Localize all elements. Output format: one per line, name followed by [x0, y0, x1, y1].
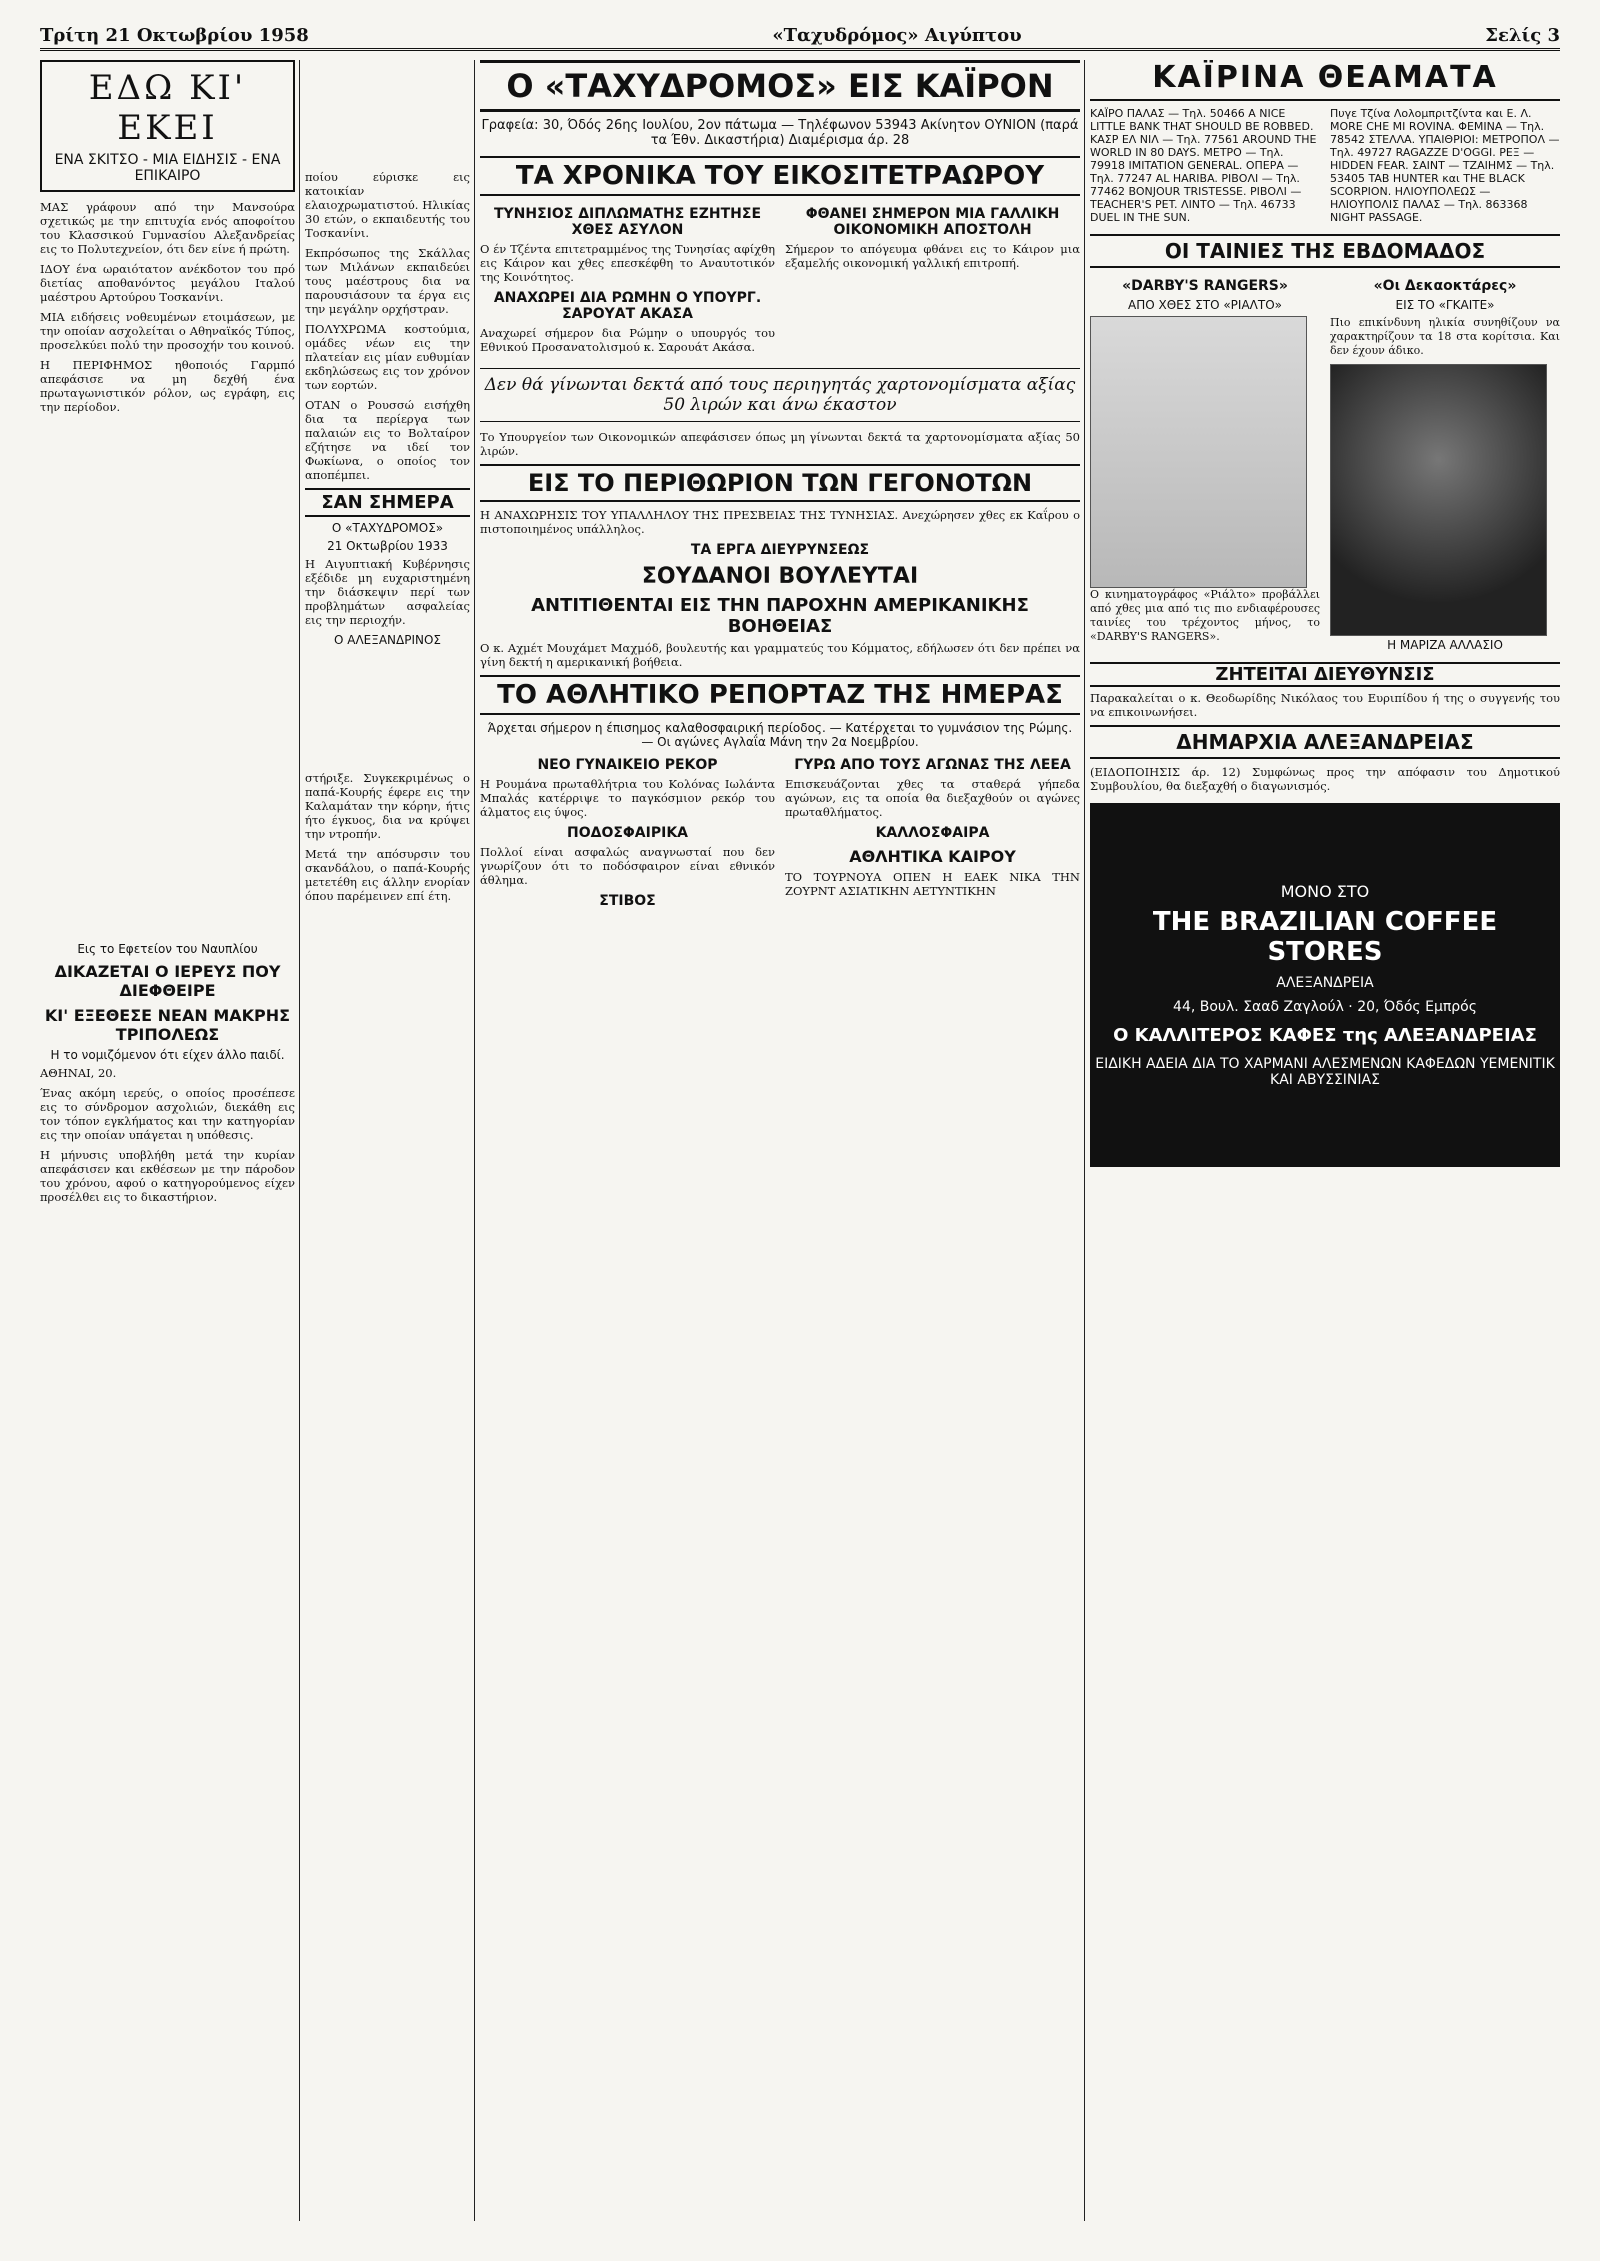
film-photo: [1090, 316, 1307, 588]
news-paragraph: Ο κ. Αχμέτ Μουχάμετ Μαχμόδ, βουλευτής και γραμματεύς του Κόμματος, εδήλωσεν ότι δεν πρέπει να γίνη δεκτή η αμερικανική βοήθεια.: [480, 641, 1080, 669]
notice-title: ΖΗΤΕΙΤΑΙ ΔΙΕΥΘΥΝΣΙΣ: [1090, 662, 1560, 687]
news-paragraph: Το Υπουργείον των Οικονομικών απεφάσισεν όπως μη γίνωνται δεκτά τα χαρτονομίσματα αξίας 50 λιρών.: [480, 430, 1080, 458]
article-headline: ΔΙΚΑΖΕΤΑΙ Ο ΙΕΡΕΥΣ ΠΟΥ ΔΙΕΦΘΕΙΡΕ: [54, 962, 281, 1000]
photo-caption: Η ΜΑΡΙΖΑ ΑΛΛΑΣΙΟ: [1387, 638, 1503, 652]
header-page: Σελίς 3: [1485, 24, 1560, 46]
article-paragraph: στήριξε. Συγκεκριμένως ο παπά-Κουρής έφερε εις την Καλαμάταν την κόρην, ήτις ήτο έγκυος, δια να κρύψει την ντροπήν.: [305, 771, 470, 841]
film-venue: ΑΠΟ ΧΘΕΣ ΣΤΟ «ΡΙΑΛΤΟ»: [1128, 298, 1282, 312]
news-paragraph: Ο έν Τζέντα επιτετραμμένος της Τυνησίας αφίχθη εις Κάιρον και χθες επεσκέφθη το Αναυτοτικόν της Κοινότητος.: [480, 242, 775, 284]
film-venue: ΕΙΣ ΤΟ «ΓΚΑΙΤΕ»: [1395, 298, 1495, 312]
news-paragraph: Αναχωρεί σήμερον δια Ρώμην ο υπουργός του Εθνικού Προσανατολισμού κ. Σαρουάτ Ακάσα.: [480, 326, 775, 354]
news-headline: ΣΟΥΔΑΝΟΙ ΒΟΥΛΕΥΤΑΙ: [641, 564, 919, 589]
column-right: [1090, 60, 1560, 2221]
sport-dek: Άρχεται σήμερον η έπισημος καλαθοσφαιρική περίοδος. — Κατέρχεται το γυμνάσιον της Ρώμης. — Οι αγώνες Αγλαΐα Μάνη την 2α Νοεμβρίου.: [487, 721, 1073, 749]
ad-address: 44, Βουλ. Σααδ Ζαγλούλ · 20, Όδός Εμπρός: [1173, 999, 1477, 1015]
article-paragraph: ΙΔΟΥ ένα ωραιότατον ανέκδοτον του πρό διετίας αποθανόντος μεγάλου Ιταλού μαέστρου Αρτούρου Τοσκανίνι.: [40, 262, 295, 304]
today-sub: Ο «ΤΑΧΥΔΡΟΜΟΣ»: [331, 521, 444, 535]
film-title: «Οι Δεκαοκτάρες»: [1373, 278, 1517, 294]
masthead: Ο «ΤΑΧΥΔΡΟΜΟΣ» ΕΙΣ ΚΑΪΡΟΝ: [480, 60, 1080, 112]
article-paragraph: ΟΤΑΝ ο Ρουσσώ εισήχθη δια τα περίεργα των παλαιών εις το Βολταίρον εζήτησε να ιδεί τον Φωκίωνα, ο οποίος τον αποπέμπει.: [305, 398, 470, 482]
section-title: ΔΗΜΑΡΧΙΑ ΑΛΕΞΑΝΔΡΕΙΑΣ: [1090, 725, 1560, 759]
article-paragraph: ΜΑΣ γράφουν από την Μανσούρα σχετικώς με την επιτυχία ενός αποφοίτου του Κλασσικού Γυμνασίου Αλεξανδρείας εις το Πολυτεχνείον, ότι δεν είνε ή πρώτη.: [40, 200, 295, 256]
ad-intro: ΜΟΝΟ ΣΤΟ: [1280, 882, 1370, 901]
news-headline: ΤΥΝΗΣΙΟΣ ΔΙΠΛΩΜΑΤΗΣ ΕΖΗΤΗΣΕ ΧΘΕΣ ΑΣΥΛΟΝ: [493, 206, 762, 238]
text-spacer: [305, 651, 470, 771]
section-title: ΕΔΩ ΚΙ' ΕΚΕΙ: [88, 68, 247, 148]
sport-headline: ΑΘΛΗΤΙΚΑ ΚΑΙΡΟΥ: [849, 847, 1016, 866]
sport-paragraph: Η Ρουμάνα πρωταθλήτρια του Κολόνας Ιωλάντα Μπαλάς κατέρριψε το παγκόσμιον ρεκόρ του άλματος εις ύψος.: [480, 777, 775, 819]
section-subtitle: ΕΝΑ ΣΚΙΤΣΟ - ΜΙΑ ΕΙΔΗΣΙΣ - ΕΝΑ ΕΠΙΚΑΙΡΟ: [54, 152, 281, 184]
article-paragraph: Ένας ακόμη ιερεύς, ο οποίος προσέπεσε εις το σύνδρομον ασχολιών, διεκάθη εις τον τόπον εγκλήματος και την κατηγορίαν εις την οποίαν υπάγεται η υπόθεσις.: [40, 1086, 295, 1142]
column-rule: [299, 60, 300, 2221]
today-text: Η Αιγυπτιακή Κυβέρνησις εξέδιδε μη ευχαριστημένη την διάσκεψιν περί των προβλημάτων ασφαλείας εις την περιοχήν.: [305, 557, 470, 627]
sport-paragraph: ΤΟ ΤΟΥΡΝΟΥΑ ΟΠΕΝ Η ΕΑΕΚ ΝΙΚΑ ΤΗΝ ΖΟΥΡΝΤ ΑΣΙΑΤΙΚΗΝ ΑΕΤΥΝΤΙΚΗΝ: [785, 870, 1080, 898]
sport-headline: ΚΑΛΛΟΣΦΑΙΡΑ: [875, 825, 990, 841]
news-headline: ΑΝΤΙΤΙΘΕΝΤΑΙ ΕΙΣ ΤΗΝ ΠΑΡΟΧΗΝ ΑΜΕΡΙΚΑΝΙΚΗΣ ΒΟΗΘΕΙΑΣ: [531, 595, 1029, 637]
article-paragraph: ΠΟΛΥΧΡΩΜΑ κοστούμια, ομάδες νέων εις την πλατείαν εις μίαν ευθυμίαν εκδηλώσεως εις τον χρόνον των εορτών.: [305, 322, 470, 392]
today-date: 21 Οκτωβρίου 1933: [327, 539, 448, 553]
news-feature-headline: Δεν θά γίνωνται δεκτά από τους περιηγητάς χαρτονομίσματα αξίας 50 λιρών και άνω έκαστον: [480, 368, 1080, 422]
article-paragraph: ΜΙΑ ειδήσεις νοθευμένων ετοιμάσεων, με την οποίαν ασχολείται ο Αθηναϊκός Τύπος, προσελκύει πολύ την προσοχήν του κοινού.: [40, 310, 295, 352]
article-kicker: Εις το Εφετείον του Ναυπλίου: [77, 942, 258, 956]
notice-text: Παρακαλείται ο κ. Θεοδωρίδης Νικόλαος του Ευριπίδου ή της ο συγγενής του να επικοινωνήσει.: [1090, 691, 1560, 719]
article-headline: ΚΙ' ΕΞΕΘΕΣΕ ΝΕΑΝ ΜΑΚΡΗΣ ΤΡΙΠΟΛΕΩΣ: [44, 1006, 291, 1044]
column-rule: [1084, 60, 1085, 2221]
sport-headline: ΣΤΙΒΟΣ: [599, 893, 656, 909]
text-spacer: [40, 420, 295, 940]
today-heading: ΣΑΝ ΣΗΜΕΡΑ: [305, 488, 470, 517]
today-sign: Ο ΑΛΕΞΑΝΔΡΙΝΟΣ: [333, 633, 441, 647]
sport-headline: ΠΟΔΟΣΦΑΙΡΙΚΑ: [566, 825, 689, 841]
news-paragraph: Σήμερον το απόγευμα φθάνει εις το Κάιρον μια εξαμελής οικονομική γαλλική επιτροπή.: [785, 242, 1080, 270]
sport-headline: ΓΥΡΩ ΑΠΟ ΤΟΥΣ ΑΓΩΝΑΣ ΤΗΣ ΛΕΕΑ: [794, 757, 1071, 773]
header-paper: «Ταχυδρόμος» Αιγύπτου: [772, 24, 1022, 46]
sport-paragraph: Πολλοί είναι ασφαλώς αναγνωσταί που δεν γνωρίζουν ότι το ποδόσφαιρον είναι εθνικόν άθλημα.: [480, 845, 775, 887]
page-header: [40, 22, 1560, 51]
notice-text: (ΕΙΔΟΠΟΙΗΣΙΣ άρ. 12) Συμφώνως προς την απόφασιν του Δημοτικού Συμβουλίου, θα διεξαχθή ο διαγωνισμός.: [1090, 765, 1560, 793]
article-paragraph: Μετά την απόσυρσιν του σκανδάλου, ο παπά-Κουρής μετετέθη εις άλλην ενορίαν όπου παρέμεινεν επί έτη.: [305, 847, 470, 903]
column-center: [480, 60, 1080, 2221]
column-left: [40, 60, 295, 2221]
actress-photo: [1330, 364, 1547, 636]
news-paragraph: Η ΑΝΑΧΩΡΗΣΙΣ ΤΟΥ ΥΠΑΛΛΗΛΟΥ ΤΗΣ ΠΡΕΣΒΕΙΑΣ ΤΗΣ ΤΥΝΗΣΙΑΣ. Ανεχώρησεν χθες εκ Καΐρου ο πιστοποιημένος υπάλληλος.: [480, 508, 1080, 536]
sport-headline: ΝΕΟ ΓΥΝΑΙΚΕΙΟ ΡΕΚΟΡ: [537, 757, 718, 773]
section-title: ΤΟ ΑΘΛΗΤΙΚΟ ΡΕΠΟΡΤΑΖ ΤΗΣ ΗΜΕΡΑΣ: [480, 675, 1080, 715]
cinema-listings: ΚΑΪΡΟ ΠΑΛΑΣ — Τηλ. 50466 A NICE LITTLE BANK THAT SHOULD BE ROBBED. ΚΑΣΡ ΕΛ ΝΙΛ — Τηλ. 77561 AROUND THE WORLD IN 80 DAYS. ΜΕΤΡΟ — Τηλ. 79918 IMITATION GENERAL. ΟΠΕΡΑ — Τηλ. 77247 AL HARIBA. ΡΙΒΟΛΙ — Τηλ. 77462 BONJOUR TRISTESSE. ΡΙΒΟΛΙ — TEACHER'S PET. ΛΙΝΤΟ — Τηλ. 46733 DUEL IN THE SUN.: [1090, 107, 1317, 224]
news-headline: ΑΝΑΧΩΡΕΙ ΔΙΑ ΡΩΜΗΝ Ο ΥΠΟΥΡΓ. ΣΑΡΟΥΑΤ ΑΚΑΣΑ: [493, 290, 762, 322]
section-title: ΕΙΣ ΤΟ ΠΕΡΙΘΩΡΙΟΝ ΤΩΝ ΓΕΓΟΝΟΤΩΝ: [480, 464, 1080, 502]
section-title: ΤΑ ΧΡΟΝΙΚΑ ΤΟΥ ΕΙΚΟΣΙΤΕΤΡΑΩΡΟΥ: [480, 156, 1080, 196]
film-review: Πιο επικίνδυνη ηλικία συνηθίζουν να χαρακτηρίζουν τα 18 στα κορίτσια. Και δεν έχουν άδικο.: [1330, 316, 1560, 357]
coffee-advertisement: [1090, 803, 1560, 1167]
ad-brand: THE BRAZILIAN COFFEE STORES: [1152, 907, 1498, 967]
section-title: ΚΑΪΡΙΝΑ ΘΕΑΜΑΤΑ: [1090, 60, 1560, 101]
ad-city: ΑΛΕΞΑΝΔΡΕΙΑ: [1276, 975, 1374, 991]
ad-footer: ΕΙΔΙΚΗ ΑΔΕΙΑ ΔΙΑ ΤΟ ΧΑΡΜΑΝΙ ΑΛΕΣΜΕΝΩΝ ΚΑΦΕΔΩΝ ΥΕΜΕΝΙΤΙΚ ΚΑΙ ΑΒΥΣΣΙΝΙΑΣ: [1095, 1056, 1555, 1088]
section-head: [40, 60, 295, 192]
cinema-listings: Πυγε Τζίνα Λολομπριτζίντα και Ε. Λ. MORE CHE MI ROVINA. ΦΕΜΙΝΑ — Τηλ. 78542 ΣΤΕΛΛΑ. ΥΠΑΙΘΡΙΟΙ: ΜΕΤΡΟΠΟΛ — Τηλ. 49727 RAGAZZE D'OGGI. ΡΕΞ — HIDDEN FEAR. ΣΑΙΝΤ — ΤΖΑΙΗΜΣ — Τηλ. 53405 TAB HUNTER και THE BLACK SCORPION. ΗΛΙΟΥΠΟΛΕΩΣ — ΗΛΙΟΥΠΟΛΙΣ ΠΑΛΑΣ — Τηλ. 863368 NIGHT PASSAGE.: [1330, 107, 1560, 224]
article-paragraph: ποίου εύρισκε εις κατοικίαν ελαιοχρωματιστού. Ηλικίας 30 ετών, ο εκπαιδευτής του Τοσκανίνι.: [305, 170, 470, 240]
film-review: Ο κινηματογράφος «Ριάλτο» προβάλλει από χθες μια από τις πιο ενδιαφέρουσες ταινίες του τρέχοντος μήνος, το «DARBY'S RANGERS».: [1090, 588, 1320, 643]
article-paragraph: Εκπρόσωπος της Σκάλλας των Μιλάνων εκπαιδεύει τους μαέστρους δια να παρουσιάσουν τα έργα εις την μεγάλην ορχήστραν.: [305, 246, 470, 316]
news-headline: ΤΑ ΕΡΓΑ ΔΙΕΥΡΥΝΣΕΩΣ: [690, 542, 870, 558]
film-title: «DARBY'S RANGERS»: [1122, 278, 1288, 294]
column-rule: [474, 60, 475, 2221]
news-headline: ΦΘΑΝΕΙ ΣΗΜΕΡΟΝ ΜΙΑ ΓΑΛΛΙΚΗ ΟΙΚΟΝΟΜΙΚΗ ΑΠΟΣΤΟΛΗ: [805, 206, 1060, 238]
article-paragraph: Η ΠΕΡΙΦΗΜΟΣ ηθοποιός Γαρμπό απεφάσισε να μη δεχθή ένα πρωταγωνιστικόν ρόλον, ως εγράφη, εις την περίοδον.: [40, 358, 295, 414]
ad-slogan: Ο ΚΑΛΛΙΤΕΡΟΣ ΚΑΦΕΣ της ΑΛΕΞΑΝΔΡΕΙΑΣ: [1113, 1025, 1537, 1046]
header-date: Τρίτη 21 Οκτωβρίου 1958: [40, 24, 309, 46]
article-paragraph: Η μήνυσις υποβλήθη μετά την κυρίαν απεφάσισεν και εκθέσεων με την πάροδον του χρόνου, αφού ο κατηγορούμενος είχεν προσέλθει εις το δικαστήριον.: [40, 1148, 295, 1204]
section-title: ΟΙ ΤΑΙΝΙΕΣ ΤΗΣ ΕΒΔΟΜΑΔΟΣ: [1090, 234, 1560, 268]
column-second: [305, 60, 470, 2221]
sport-paragraph: Επισκευάζονται χθες τα σταθερά γήπεδα αγώνων, εις τα οποία θα διεξαχθούν οι αγώνες πρωταθλήματος.: [785, 777, 1080, 819]
article-dek: Η το νομιζόμενον ότι είχεν άλλο παιδί.: [50, 1048, 285, 1062]
masthead-address: Γραφεία: 30, Όδός 26ης Ιουλίου, 2ον πάτωμα — Τηλέφωνον 53943 Ακίνητον ΟΥΝΙΟΝ (παρά τα Έθν. Δικαστήρια) Διαμέρισμα άρ. 28: [481, 118, 1079, 148]
article-dateline: ΑΘΗΝΑΙ, 20.: [40, 1066, 117, 1080]
text-spacer: [305, 60, 470, 170]
